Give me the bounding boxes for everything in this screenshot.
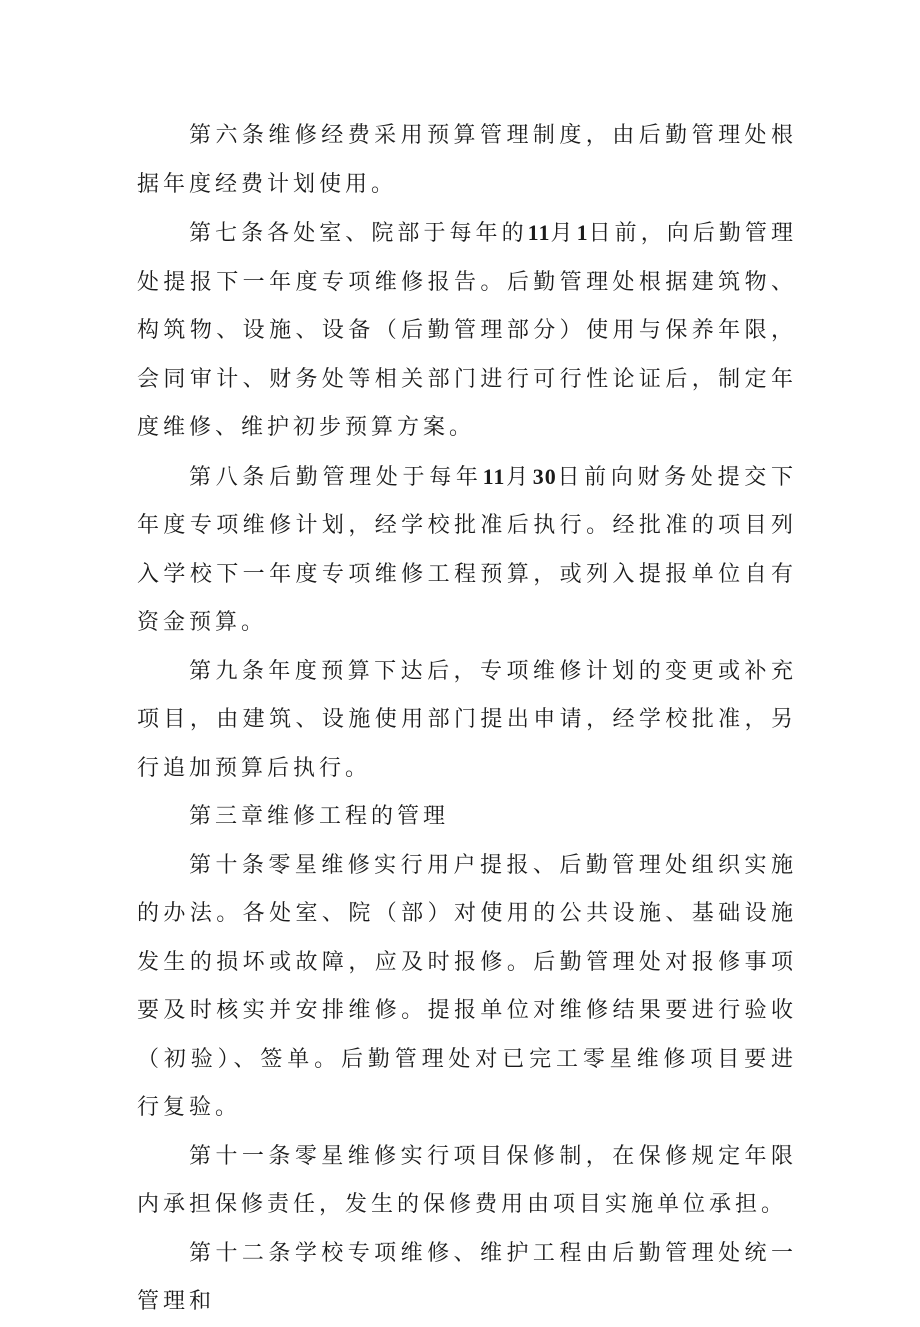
article-9-text: 第九条年度预算下达后，专项维修计划的变更或补充项目，由建筑、设施使用部门提出申请，经学校批准，另行追加预算后执行。 — [137, 658, 797, 781]
article-7-text-b: 日前，向后勤管理处提报下一年度专项维修报告。后勤管理处根据建筑物、构筑物、设施、设备（后勤管理部分）使用与保养年限，会同审计、财务处等相关部门进行可行性论证后，制定年度维修、维护初步预算方案。 — [137, 221, 797, 440]
article-10-text: 第十条零星维修实行用户提报、后勤管理处组织实施的办法。各处室、院（部）对使用的公共设施、基础设施发生的损坏或故障，应及时报修。后勤管理处对报修事项要及时核实并安排维修。提报单位对维修结果要进行验收（初验）、签单。后勤管理处对已完工零星维修项目要进行复验。 — [137, 852, 797, 1120]
article-8-paragraph — [137, 453, 797, 648]
article-8-month-number: 11 — [482, 463, 506, 489]
article-6-paragraph — [137, 112, 797, 209]
article-8-month-label: 月 — [505, 464, 533, 490]
article-7-paragraph — [137, 209, 797, 453]
document-body — [137, 112, 797, 1327]
article-11-text: 第十一条零星维修实行项目保修制，在保修规定年限内承担保修责任，发生的保修费用由项目实施单位承担。 — [137, 1143, 797, 1217]
article-8-text-a: 第八条后勤管理处于每年 — [189, 464, 483, 490]
article-12-text: 第十二条学校专项维修、维护工程由后勤管理处统一管理和 — [137, 1240, 797, 1314]
article-8-text-b: 日前向财务处提交下年度专项维修计划，经学校批准后执行。经批准的项目列入学校下一年度专项维修工程预算，或列入提报单位自有资金预算。 — [137, 464, 797, 635]
article-8-day-number: 30 — [532, 463, 557, 489]
article-12-paragraph — [137, 1230, 797, 1327]
article-9-paragraph — [137, 648, 797, 794]
article-7-text-a: 第七条各处室、院部于每年的 — [189, 221, 528, 246]
chapter-3-heading — [137, 793, 797, 842]
article-7-day-number: 1 — [576, 220, 589, 245]
article-6-text: 第六条维修经费采用预算管理制度，由后勤管理处根据年度经费计划使用。 — [137, 123, 797, 197]
article-7-month-number: 11 — [527, 220, 551, 245]
article-10-paragraph — [137, 842, 797, 1133]
article-7-month-label: 月 — [550, 221, 577, 246]
chapter-3-title: 第三章维修工程的管理 — [189, 804, 450, 829]
article-11-paragraph — [137, 1133, 797, 1230]
